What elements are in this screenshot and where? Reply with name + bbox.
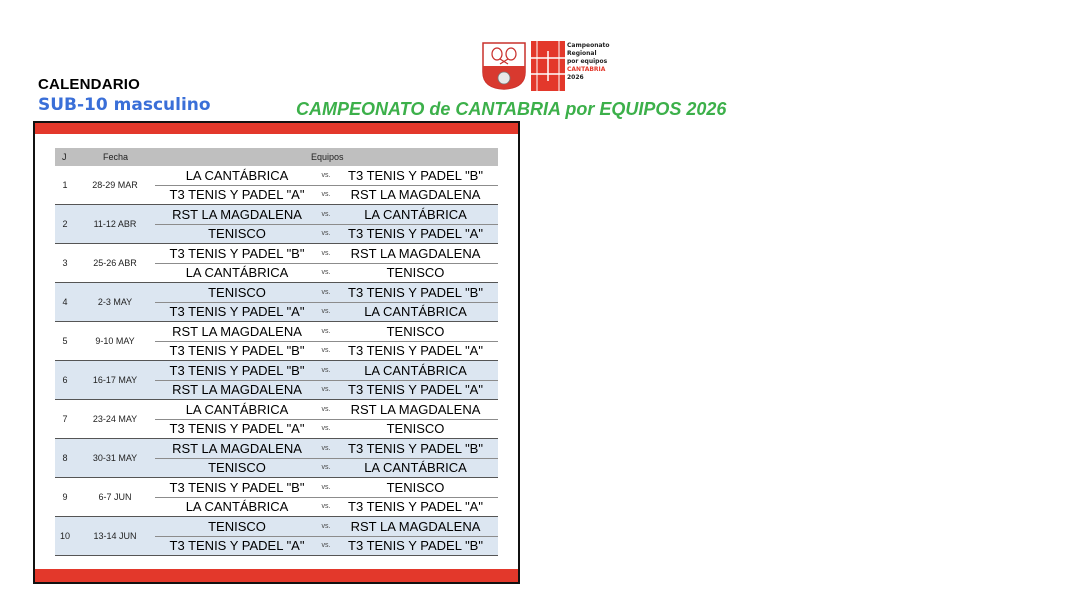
header-teams: Equipos	[311, 152, 344, 162]
round-number: 6	[62, 375, 68, 385]
round-number: 4	[62, 297, 68, 307]
page-title: CAMPEONATO de CANTABRIA por EQUIPOS 2026	[296, 99, 727, 119]
away-team: T3 TENIS Y PADEL "A"	[348, 382, 483, 397]
table-row	[55, 166, 498, 205]
away-team: T3 TENIS Y PADEL "A"	[348, 226, 483, 241]
away-team: TENISCO	[386, 421, 445, 436]
match-row	[155, 205, 498, 225]
match-row	[155, 517, 498, 537]
vs-label: vs.	[321, 328, 331, 335]
match-row	[155, 361, 498, 381]
away-team: RST LA MAGDALENA	[350, 187, 481, 202]
table-row	[55, 244, 498, 283]
vs-label: vs.	[321, 503, 331, 510]
match-row	[155, 322, 498, 342]
home-team: T3 TENIS Y PADEL "A"	[169, 304, 305, 319]
table-row	[55, 517, 498, 556]
away-team: LA CANTÁBRICA	[364, 304, 467, 319]
match-row	[155, 302, 498, 321]
round-date: 28-29 MAR	[92, 180, 138, 190]
top-red-bar	[35, 123, 518, 134]
round-number: 7	[62, 414, 68, 424]
table-row	[55, 361, 498, 400]
round-number: 5	[62, 336, 68, 346]
match-row	[155, 283, 498, 303]
away-team: T3 TENIS Y PADEL "A"	[348, 499, 483, 514]
round-number: 9	[62, 492, 68, 502]
home-team: RST LA MAGDALENA	[172, 207, 302, 222]
home-team: T3 TENIS Y PADEL "B"	[169, 246, 305, 261]
vs-label: vs.	[321, 367, 331, 374]
match-row	[155, 458, 498, 477]
away-team: LA CANTÁBRICA	[364, 207, 467, 222]
round-number: 2	[62, 219, 68, 229]
away-team: T3 TENIS Y PADEL "B"	[348, 168, 483, 183]
header-date: Fecha	[103, 152, 129, 162]
away-team: T3 TENIS Y PADEL "A"	[348, 343, 483, 358]
vs-label: vs.	[321, 308, 331, 315]
calendar-frame	[33, 121, 520, 584]
table-header	[55, 148, 498, 166]
home-team: TENISCO	[208, 226, 266, 241]
match-row	[155, 244, 498, 264]
match-row	[155, 185, 498, 204]
match-row	[155, 439, 498, 459]
home-team: LA CANTÁBRICA	[185, 168, 289, 183]
match-row	[155, 419, 498, 438]
match-row	[155, 536, 498, 555]
championship-logo	[531, 41, 565, 91]
home-team: T3 TENIS Y PADEL "A"	[169, 187, 305, 202]
home-team: T3 TENIS Y PADEL "B"	[169, 343, 305, 358]
home-team: TENISCO	[208, 519, 266, 534]
category-label: SUB-10 masculino	[38, 95, 211, 115]
home-team: TENISCO	[208, 285, 266, 300]
home-team: LA CANTÁBRICA	[185, 402, 289, 417]
round-date: 2-3 MAY	[97, 297, 133, 307]
round-date: 23-24 MAY	[92, 414, 138, 424]
away-team: T3 TENIS Y PADEL "B"	[348, 285, 483, 300]
round-date: 9-10 MAY	[95, 336, 135, 346]
table-row	[55, 439, 498, 478]
match-row	[155, 400, 498, 420]
home-team: T3 TENIS Y PADEL "B"	[169, 480, 305, 495]
home-team: RST LA MAGDALENA	[172, 441, 302, 456]
away-team: TENISCO	[386, 324, 445, 339]
round-date: 30-31 MAY	[92, 453, 138, 463]
home-team: T3 TENIS Y PADEL "A"	[169, 421, 305, 436]
table-row	[55, 205, 498, 244]
calendar-table	[55, 148, 498, 556]
away-team: LA CANTÁBRICA	[364, 460, 467, 475]
round-date: 25-26 ABR	[93, 258, 137, 268]
home-team: TENISCO	[208, 460, 266, 475]
championship-logo-text: Campeonato Regional por equipos CANTABRIA 2026	[567, 42, 610, 81]
match-row	[155, 497, 498, 516]
away-team: LA CANTÁBRICA	[364, 363, 467, 378]
table-row	[55, 283, 498, 322]
round-number: 10	[59, 531, 70, 541]
round-date: 11-12 ABR	[93, 219, 137, 229]
home-team: T3 TENIS Y PADEL "B"	[169, 363, 305, 378]
home-team: LA CANTÁBRICA	[185, 499, 289, 514]
row-separator	[55, 555, 498, 556]
vs-label: vs.	[321, 269, 331, 276]
home-team: RST LA MAGDALENA	[172, 324, 302, 339]
round-date: 13-14 JUN	[93, 531, 137, 541]
away-team: RST LA MAGDALENA	[350, 246, 481, 261]
federation-shield-logo	[482, 42, 526, 90]
table-body	[55, 166, 498, 556]
home-team: RST LA MAGDALENA	[172, 382, 302, 397]
home-team: T3 TENIS Y PADEL "A"	[169, 538, 305, 553]
match-row	[155, 380, 498, 399]
vs-label: vs.	[321, 386, 331, 393]
away-team: T3 TENIS Y PADEL "B"	[348, 538, 483, 553]
vs-label: vs.	[321, 445, 331, 452]
vs-label: vs.	[321, 425, 331, 432]
vs-label: vs.	[321, 211, 331, 218]
vs-label: vs.	[321, 230, 331, 237]
away-team: TENISCO	[386, 265, 445, 280]
vs-label: vs.	[321, 484, 331, 491]
vs-label: vs.	[321, 406, 331, 413]
table-row	[55, 478, 498, 517]
calendar-label: CALENDARIO	[38, 76, 140, 93]
round-number: 8	[62, 453, 68, 463]
table-row	[55, 322, 498, 361]
table-row	[55, 400, 498, 439]
round-number: 1	[62, 180, 68, 190]
vs-label: vs.	[321, 250, 331, 257]
round-date: 16-17 MAY	[92, 375, 138, 385]
away-team: RST LA MAGDALENA	[350, 402, 481, 417]
vs-label: vs.	[321, 464, 331, 471]
away-team: TENISCO	[386, 480, 445, 495]
vs-label: vs.	[321, 191, 331, 198]
match-row	[155, 224, 498, 243]
match-row	[155, 263, 498, 282]
round-number: 3	[62, 258, 68, 268]
away-team: RST LA MAGDALENA	[350, 519, 481, 534]
vs-label: vs.	[321, 347, 331, 354]
vs-label: vs.	[321, 523, 331, 530]
header-round: J	[62, 152, 67, 162]
vs-label: vs.	[321, 289, 331, 296]
vs-label: vs.	[321, 542, 331, 549]
round-date: 6-7 JUN	[98, 492, 132, 502]
away-team: T3 TENIS Y PADEL "B"	[348, 441, 483, 456]
vs-label: vs.	[321, 172, 331, 179]
bottom-red-bar	[35, 569, 518, 582]
match-row	[155, 166, 498, 186]
home-team: LA CANTÁBRICA	[185, 265, 289, 280]
match-row	[155, 341, 498, 360]
match-row	[155, 478, 498, 498]
